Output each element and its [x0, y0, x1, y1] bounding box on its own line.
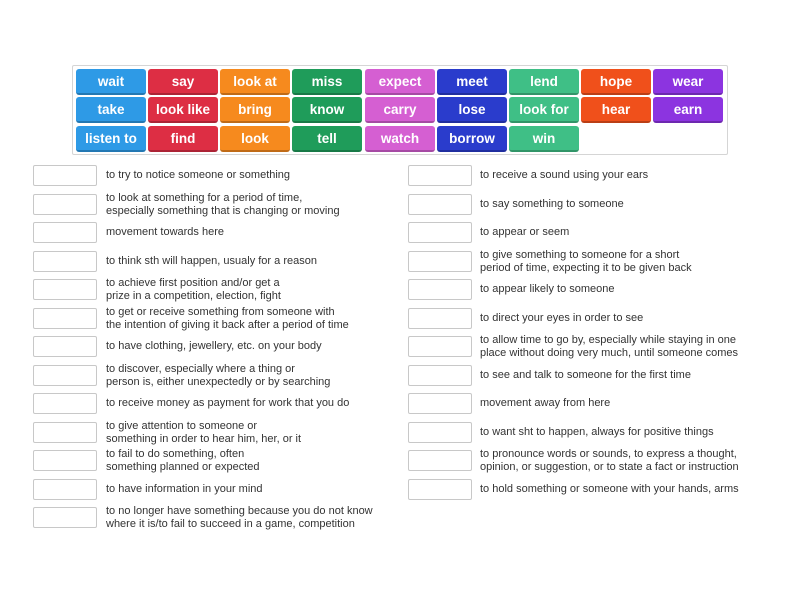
definition-text: to think sth will happen, usualy for a reason [106, 255, 317, 267]
word-tile[interactable]: wait [76, 69, 146, 95]
word-tile[interactable]: watch [365, 126, 435, 152]
answer-slot[interactable] [408, 279, 472, 300]
definition-text: movement towards here [106, 226, 224, 238]
definition-text: movement away from here [480, 397, 611, 409]
answer-slot[interactable] [408, 479, 472, 500]
definition-text: to achieve first position and/or get a prize in a competition, election, fight [106, 277, 281, 302]
word-tile[interactable]: win [509, 126, 579, 152]
answer-slot[interactable] [33, 507, 97, 528]
definition-text: to discover, especially where a thing or person is, either unexpectedly or by searching [106, 363, 331, 388]
definition-text: to allow time to go by, especially while staying in one place without doing very much, until someone comes [480, 334, 739, 359]
answer-slot[interactable] [408, 251, 472, 272]
definition-text: to appear or seem [480, 226, 570, 238]
word-tile[interactable]: lend [509, 69, 579, 95]
answer-slot[interactable] [408, 222, 472, 243]
definition-text: to give attention to someone or something in order to hear him, her, or it [106, 420, 302, 445]
word-tile[interactable]: expect [365, 69, 435, 95]
word-tile[interactable]: say [148, 69, 218, 95]
answer-slot[interactable] [33, 308, 97, 329]
answer-slot[interactable] [408, 422, 472, 443]
word-tile[interactable]: look like [148, 97, 218, 123]
answer-slot[interactable] [33, 422, 97, 443]
word-tile[interactable]: hope [581, 69, 651, 95]
definition-text: to look at something for a period of time, especially something that is changing or moving [106, 192, 340, 217]
answer-slot[interactable] [408, 308, 472, 329]
word-tile[interactable]: meet [437, 69, 507, 95]
definition-text: to get or receive something from someone with the intention of giving it back after a period of time [106, 306, 349, 331]
answer-slot[interactable] [408, 365, 472, 386]
word-tile[interactable]: look at [220, 69, 290, 95]
definition-text: to receive a sound using your ears [480, 169, 649, 181]
answer-slot[interactable] [33, 222, 97, 243]
word-tile[interactable]: know [292, 97, 362, 123]
answer-slot[interactable] [33, 365, 97, 386]
answer-slot[interactable] [33, 251, 97, 272]
answer-slot[interactable] [33, 393, 97, 414]
definition-text: to see and talk to someone for the first time [480, 369, 691, 381]
word-tile[interactable]: bring [220, 97, 290, 123]
definition-text: to want sht to happen, always for positive things [480, 426, 714, 438]
answer-slot[interactable] [33, 336, 97, 357]
word-tile[interactable]: lose [437, 97, 507, 123]
word-tile[interactable]: earn [653, 97, 723, 123]
definition-text: to try to notice someone or something [106, 169, 291, 181]
word-tile[interactable]: hear [581, 97, 651, 123]
definition-text: to appear likely to someone [480, 283, 615, 295]
definition-text: to direct your eyes in order to see [480, 312, 644, 324]
definition-text: to hold something or someone with your hands, arms [480, 483, 739, 495]
answer-slot[interactable] [33, 279, 97, 300]
answer-slot[interactable] [33, 165, 97, 186]
answer-slot[interactable] [33, 479, 97, 500]
answer-slot[interactable] [408, 393, 472, 414]
definition-text: to fail to do something, often something planned or expected [106, 448, 260, 473]
answer-slot[interactable] [408, 194, 472, 215]
definition-text: to have information in your mind [106, 483, 263, 495]
definition-text: to give something to someone for a short period of time, expecting it to be given back [480, 249, 692, 274]
word-tile[interactable]: miss [292, 69, 362, 95]
definition-text: to receive money as payment for work that you do [106, 397, 350, 409]
word-tile[interactable]: tell [292, 126, 362, 152]
word-tile[interactable]: listen to [76, 126, 146, 152]
word-tile[interactable]: look [220, 126, 290, 152]
answer-slot[interactable] [408, 450, 472, 471]
word-tile[interactable]: carry [365, 97, 435, 123]
definition-text: to pronounce words or sounds, to express a thought, opinion, or suggestion, or to state a fact or instruction [480, 448, 739, 473]
word-tile[interactable]: wear [653, 69, 723, 95]
answer-slot[interactable] [33, 194, 97, 215]
answer-slot[interactable] [408, 336, 472, 357]
definition-text: to have clothing, jewellery, etc. on your body [106, 340, 322, 352]
word-tile[interactable]: find [148, 126, 218, 152]
definition-text: to no longer have something because you do not know where it is/to fail to succeed in a game, competition [106, 505, 373, 530]
definition-text: to say something to someone [480, 198, 624, 210]
word-bank [72, 65, 728, 155]
word-tile[interactable]: look for [509, 97, 579, 123]
answer-slot[interactable] [33, 450, 97, 471]
answer-slot[interactable] [408, 165, 472, 186]
word-tile[interactable]: take [76, 97, 146, 123]
word-tile[interactable]: borrow [437, 126, 507, 152]
